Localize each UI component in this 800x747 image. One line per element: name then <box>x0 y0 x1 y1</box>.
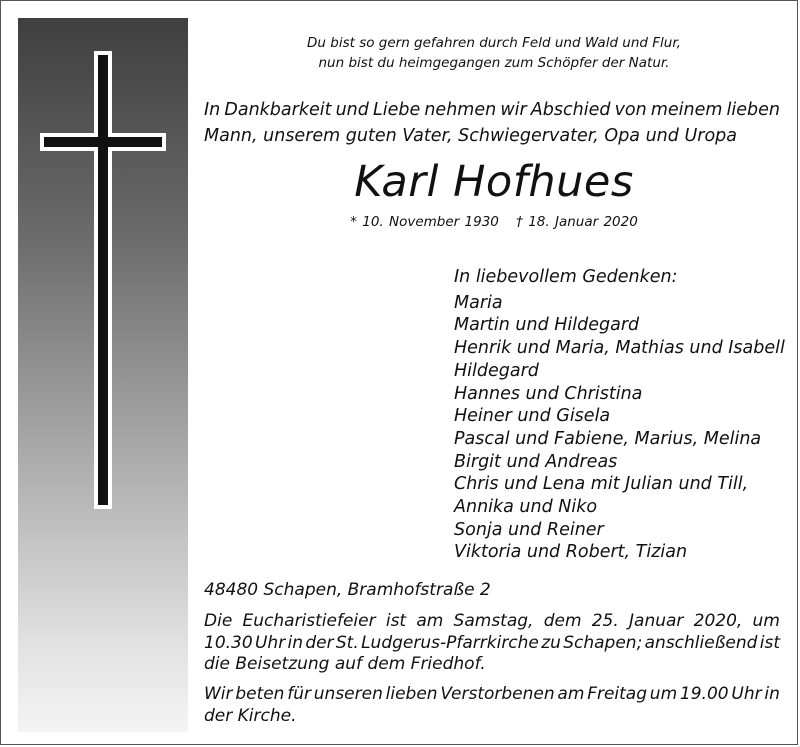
prayer-word: um <box>649 684 678 704</box>
verse-line: nun bist du heimgegangen zum Schöpfer der Natur. <box>318 55 670 71</box>
latin-cross-icon <box>18 18 188 732</box>
service-word: Januar <box>629 611 684 631</box>
prayer-word: unseren <box>313 684 383 704</box>
service-info <box>204 611 780 676</box>
mourner-line: Chris und Lena mit Julian und Till, <box>454 474 749 495</box>
intro-word: nehmen <box>424 100 497 120</box>
prayer-line-1 <box>204 684 780 706</box>
service-line-2 <box>204 633 780 655</box>
mourner-line: Heiner und Gisela <box>454 406 611 427</box>
intro-line-1 <box>204 97 780 123</box>
mourners-heading: In liebevollem Gedenken: <box>454 267 678 287</box>
verse-line: Du bist so gern gefahren durch Feld und Wald und Flur, <box>307 35 681 51</box>
service-word: Eucharistiefeier <box>242 611 376 631</box>
deceased-name: Karl Hofhues <box>354 157 634 207</box>
intro-word: lieben <box>726 100 780 120</box>
intro-word: Dankbarkeit <box>224 100 332 120</box>
prayer-word: Verstorbenen <box>440 684 555 704</box>
prayer-word: Freitag <box>587 684 648 704</box>
service-word: 25. <box>591 611 619 631</box>
mourner-line: Maria <box>454 292 503 313</box>
death-date: † 18. Januar 2020 <box>516 214 638 230</box>
prayer-word: Wir <box>204 684 233 704</box>
gradient-sidebar <box>18 18 188 732</box>
prayer-word: lieben <box>385 684 438 704</box>
service-word: Samstag, <box>453 611 534 631</box>
mourner-line: Henrik und Maria, Mathias und Isabell <box>454 338 785 359</box>
service-word: in <box>287 632 304 653</box>
mourners-list <box>454 266 784 564</box>
intro-word: von <box>614 100 647 120</box>
intro-word: wir <box>500 100 527 120</box>
service-word: 2020, <box>693 611 743 631</box>
memorial-verse <box>204 33 784 73</box>
intro-word: In <box>204 100 221 120</box>
birth-date: * 10. November 1930 <box>350 214 499 230</box>
prayer-info <box>204 684 780 727</box>
mourner-line: Birgit und Andreas <box>454 451 618 472</box>
service-word: zu <box>541 632 561 653</box>
service-word: dem <box>543 611 582 631</box>
service-word: Die <box>204 611 233 631</box>
life-dates <box>204 212 784 232</box>
intro-word: und <box>335 100 369 120</box>
mourner-line: Pascal und Fabiene, Marius, Melina <box>454 428 762 449</box>
intro-text <box>204 97 780 149</box>
service-word: Uhr <box>254 632 286 653</box>
prayer-word: Uhr <box>731 684 762 704</box>
intro-line-2: Mann, unserem guten Vater, Schwiegervater, Opa und Uropa <box>204 126 737 146</box>
prayer-word: am <box>557 684 585 704</box>
mourner-line: Sonja und Reiner <box>454 519 604 540</box>
service-word: anschließend <box>644 632 758 653</box>
prayer-word: für <box>287 684 311 704</box>
prayer-word: 19.00 <box>679 684 729 704</box>
family-address: 48480 Schapen, Bramhofstraße 2 <box>204 580 491 600</box>
service-word: 10.30 <box>204 632 253 653</box>
service-word: St. <box>335 632 359 653</box>
prayer-line-2: der Kirche. <box>204 705 297 726</box>
service-word: Ludgerus-Pfarrkirche <box>361 632 539 653</box>
service-word: der <box>305 632 334 653</box>
intro-word: meinem <box>650 100 723 120</box>
intro-word: Liebe <box>372 100 421 120</box>
mourner-line: Viktoria und Robert, Tizian <box>454 542 688 563</box>
intro-word: Abschied <box>530 100 611 120</box>
service-word: um <box>752 611 780 631</box>
mourner-line: Hildegard <box>454 360 539 381</box>
service-line-1 <box>204 611 780 633</box>
service-word: am <box>416 611 444 631</box>
obituary-content <box>204 0 784 747</box>
service-word: ist <box>385 611 407 631</box>
service-word: ist <box>759 632 780 653</box>
mourner-line: Hannes und Christina <box>454 383 643 404</box>
mourner-line: Annika und Niko <box>454 497 598 518</box>
service-word: Schapen; <box>563 632 643 653</box>
mourner-line: Martin und Hildegard <box>454 315 640 336</box>
prayer-word: in <box>764 684 780 704</box>
prayer-word: beten <box>235 684 285 704</box>
service-line-3: die Beisetzung auf dem Friedhof. <box>204 654 486 674</box>
